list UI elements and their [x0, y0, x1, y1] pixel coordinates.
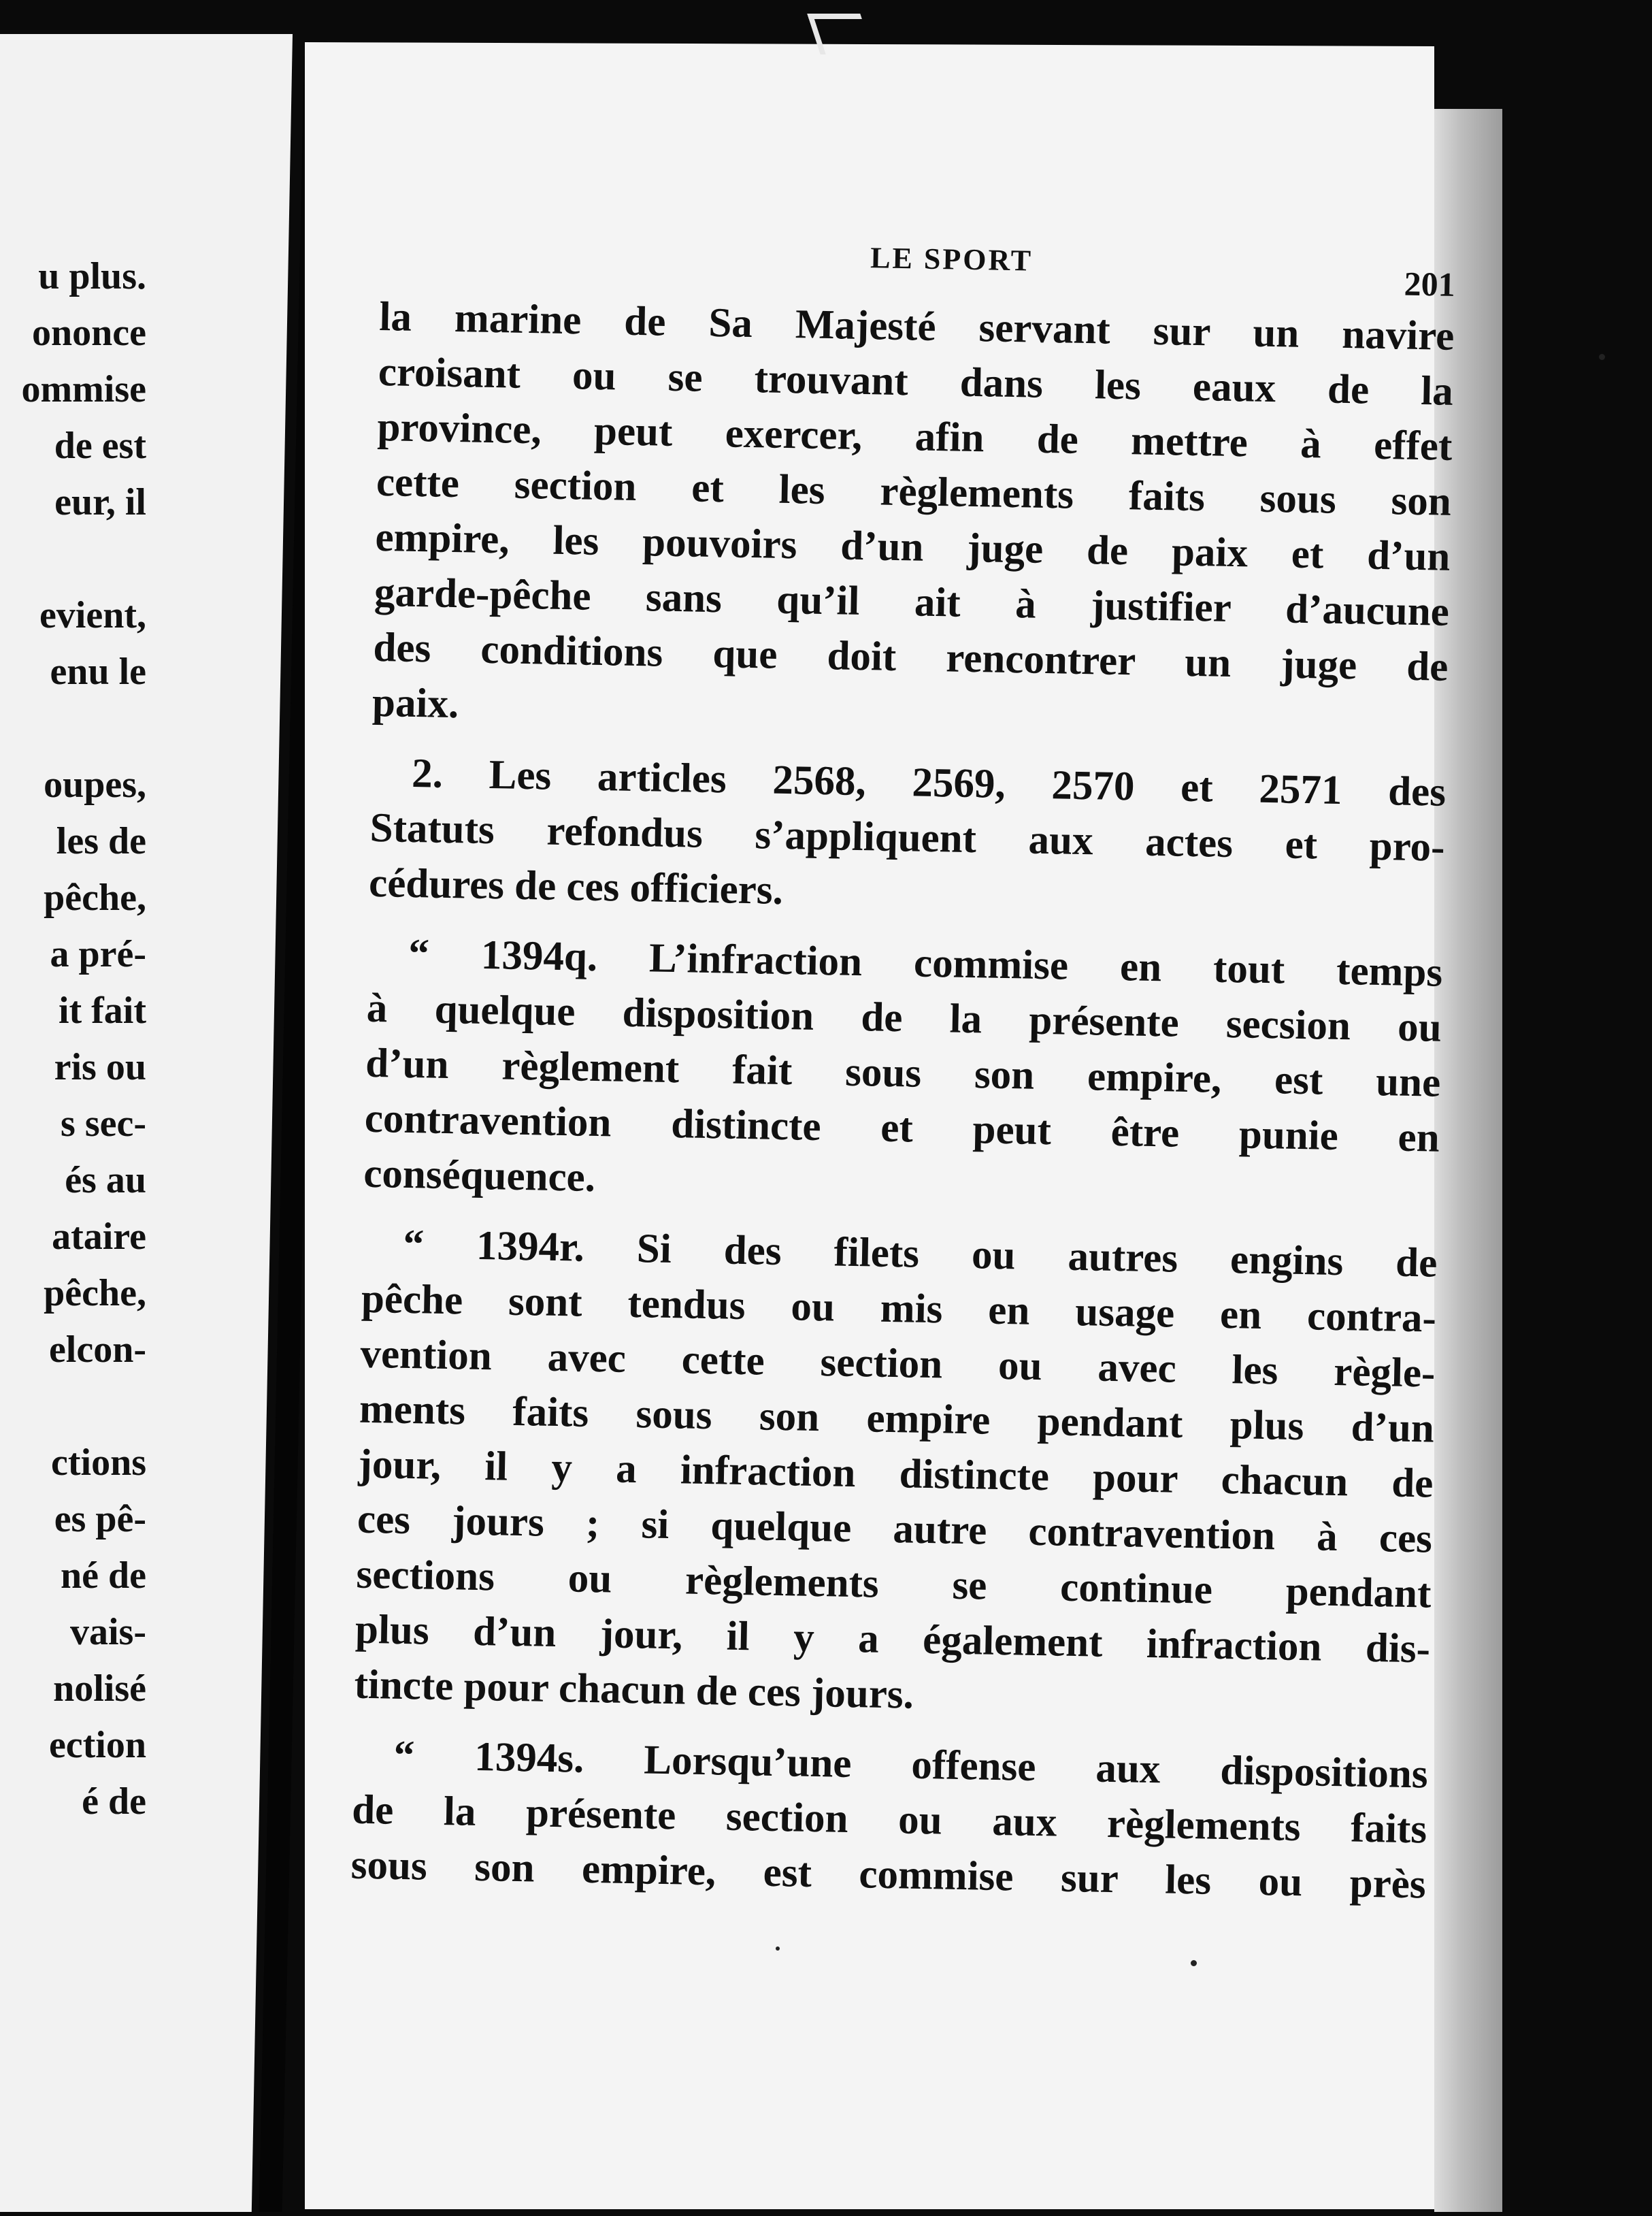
text-line: Statuts refondus s’appliquent aux actes et pro- [369, 804, 1446, 870]
facing-line: nolisé [53, 1667, 146, 1710]
text-line: cédures de ces officiers. [368, 860, 784, 913]
facing-line: ataire [52, 1216, 146, 1258]
facing-line: es pê- [54, 1498, 146, 1540]
facing-line: it fait [58, 990, 146, 1032]
page-text [350, 225, 1456, 1912]
facing-line: ommise [21, 368, 146, 410]
text-line: cette section et les règlements faits sous son [376, 459, 1452, 525]
text-line: “ 1394r. Si des filets ou autres engins de [402, 1221, 1438, 1286]
facing-line: elcon- [48, 1329, 146, 1371]
text-line: province, peut exercer, afin de mettre à effet [376, 404, 1453, 470]
facing-line: s sec- [61, 1103, 146, 1145]
text-line: de la présente section ou aux règlements faits [351, 1787, 1427, 1853]
text-line: “ 1394q. L’infraction commise en tout temps [408, 930, 1443, 996]
facing-line: les de [56, 820, 146, 862]
text-line: croisant ou se trouvant dans les eaux de la [378, 348, 1454, 414]
paragraph-2 [369, 745, 1447, 930]
facing-page-text [0, 248, 146, 1830]
running-title: LE SPORT [870, 241, 1034, 278]
text-line: sous son empire, est commise sur les ou près [350, 1842, 1427, 1908]
page-number: 201 [1404, 264, 1456, 304]
ink-speck [1599, 354, 1605, 360]
text-line: d’un règlement fait sous son empire, est une [365, 1040, 1441, 1106]
ink-speck [1191, 1960, 1197, 1966]
paragraph-5 [350, 1727, 1428, 1912]
text-line: à quelque disposition de la présente secsion ou [366, 985, 1442, 1051]
paragraph-1 [371, 289, 1455, 750]
text-line: garde-pêche sans qu’il ait à justifier d’aucune [374, 569, 1450, 635]
text-line: ces jours ; si quelque autre contravention à ces [357, 1496, 1433, 1562]
facing-line: ctions [51, 1441, 146, 1484]
text-line: jour, il y a infraction distincte pour chacun de [358, 1441, 1434, 1507]
text-line: ments faits sous son empire pendant plus d’un [359, 1386, 1435, 1452]
facing-line: oupes, [44, 764, 146, 806]
text-line: contravention distincte et peut être punie en [364, 1095, 1440, 1161]
facing-line: vais- [70, 1611, 146, 1653]
facing-line: eur, il [54, 481, 146, 523]
facing-gap [0, 531, 146, 587]
facing-line: ris ou [54, 1046, 146, 1088]
text-line: des conditions que doit rencontrer un juge de [372, 624, 1449, 690]
facing-line: a pré- [50, 933, 146, 975]
facing-line: evient, [39, 594, 146, 636]
facing-line: ononce [32, 312, 146, 354]
facing-gap [0, 700, 146, 757]
facing-line: pêche, [44, 877, 146, 919]
text-line: empire, les pouvoirs d’un juge de paix et d’un [374, 514, 1451, 580]
paragraph-4 [354, 1216, 1438, 1732]
facing-line: é de [82, 1780, 146, 1823]
text-line: plus d’un jour, il y a également infraction dis- [354, 1606, 1431, 1672]
facing-line: né de [61, 1554, 146, 1597]
text-line: pêche sont tendus ou mis en usage en contra- [361, 1275, 1437, 1341]
facing-line: és au [65, 1159, 146, 1201]
facing-line: u plus. [38, 255, 146, 297]
text-line: conséquence. [363, 1150, 596, 1201]
text-line: vention avec cette section ou avec les règle- [359, 1331, 1436, 1397]
text-line: 2. Les articles 2568, 2569, 2570 et 2571 des [411, 750, 1447, 815]
facing-line: pêche, [44, 1272, 146, 1314]
facing-line: ection [48, 1724, 146, 1766]
text-line: sections ou règlements se continue pendant [356, 1551, 1432, 1617]
paragraph-3 [363, 926, 1443, 1221]
text-line: la marine de Sa Majesté servant sur un navire [378, 293, 1455, 359]
text-line: tincte pour chacun de ces jours. [354, 1661, 914, 1718]
facing-line: enu le [50, 651, 146, 693]
ink-speck [776, 1946, 780, 1951]
text-line: paix. [371, 679, 459, 728]
facing-gap [0, 1378, 146, 1435]
text-line: “ 1394s. Lorsqu’une offense aux dispositions [393, 1732, 1429, 1797]
facing-line: de est [54, 425, 146, 467]
